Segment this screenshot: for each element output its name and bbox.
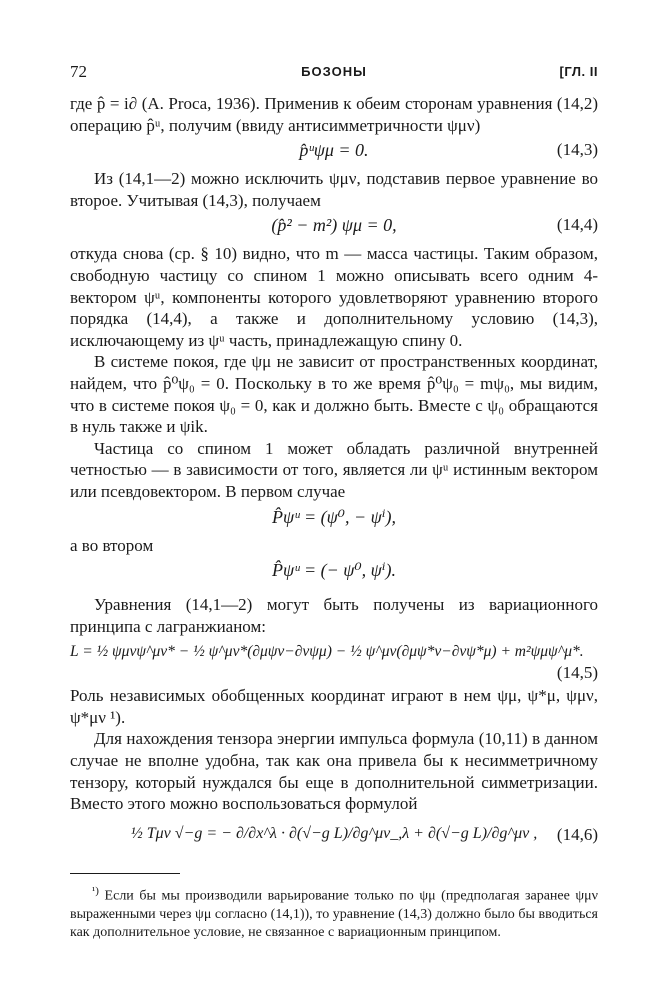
equation-formula: p̂ᵘψμ = 0.	[299, 140, 369, 161]
paragraph-7: Уравнения (14,1—2) могут быть получены из вариационного принципа с лагранжианом:	[70, 595, 598, 636]
footnote-text: Если бы мы производили варьирование только по ψμ (предполагая заранее ψμν выраженными через ψμ согласно (14,1)), то уравнение (14,3) должно было бы вводиться как дополнительное условие, не связанное с вариационным принципом.	[70, 888, 599, 940]
running-title: БОЗОНЫ	[301, 64, 367, 79]
footnote	[70, 882, 598, 942]
paragraph-5: Частица со спином 1 может обладать различной внутренней четностью — в зависимости от того, является ли ψᵘ истинным вектором или псевдовектором. В первом случае	[70, 438, 598, 501]
chapter-label: [ГЛ. II	[559, 64, 598, 79]
equation-14-3	[70, 136, 598, 168]
equation-number-14-5: (14,5)	[556, 663, 598, 683]
equation-formula: P̂ψᵘ = (− ψ⁰, ψⁱ).	[272, 560, 396, 581]
equation-formula: ½ Tμν √−g = − ∂/∂x^λ · ∂(√−g L)/∂g^μν_,λ + ∂(√−g L)/∂g^μν ,	[130, 824, 538, 842]
equation-parity-pseudovector	[70, 556, 598, 588]
equation-14-6	[70, 815, 598, 861]
paragraph-6: а во втором	[70, 535, 154, 555]
equation-number: (14,3)	[556, 140, 598, 160]
paragraph-2: Из (14,1—2) можно исключить ψμν, подставив первое уравнение во второе. Учитывая (14,3), получаем	[70, 169, 598, 210]
equation-number: (14,4)	[556, 215, 598, 235]
equation-14-5	[70, 637, 598, 663]
footnote-marker: ¹)	[92, 884, 99, 897]
footnote-separator	[70, 873, 180, 874]
page-body	[70, 93, 598, 942]
equation-number: (14,6)	[556, 824, 598, 844]
page-number: 72	[70, 62, 87, 81]
equation-formula: L = ½ ψμνψ^μν* − ½ ψ^μν*(∂μψν−∂νψμ) − ½ ψ^μν(∂μψ*ν−∂νψ*μ) + m²ψμψ^μ*.	[70, 643, 584, 661]
equation-formula: P̂ψᵘ = (ψ⁰, − ψⁱ),	[272, 506, 396, 527]
paragraph-3: откуда снова (ср. § 10) видно, что m — масса частицы. Таким образом, свободную частицу со спином 1 можно описывать всего одним 4-вектором ψᵘ, компоненты которого удовлетворяют уравнению второго порядка (14,4), а также и дополнительному условию (14,3), исключающему из ψᵘ часть, принадлежащую спину 0.	[70, 244, 598, 350]
paragraph-1: где p̂ = i∂ (A. Proca, 1936). Применив к обеим сторонам уравнения (14,2) операцию p̂ᵘ, получим (ввиду антисимметричности ψμν)	[70, 94, 598, 135]
equation-formula: (p̂² − m²) ψμ = 0,	[271, 215, 397, 236]
paragraph-9: Для нахождения тензора энергии импульса формула (10,11) в данном случае не вполне удобна, так как она привела бы к несимметричному тензору, который нуждался бы еще в дополнительной симметризации. Вместо этого можно воспользоваться формулой	[70, 729, 598, 814]
paragraph-8: Роль независимых обобщенных координат играют в нем ψμ, ψ*μ, ψμν, ψ*μν ¹).	[70, 686, 598, 727]
paragraph-4: В системе покоя, где ψμ не зависит от пространственных координат, найдем, что p̂⁰ψ₀ = 0. Поскольку в то же время p̂⁰ψ₀ = mψ₀, мы видим, что в системе покоя ψ₀ = 0, как и должно быть. Вместе с ψ₀ обращаются в нуль также и ψik.	[70, 352, 598, 437]
running-header	[70, 62, 598, 84]
equation-14-4	[70, 211, 598, 243]
equation-parity-vector	[70, 503, 598, 535]
